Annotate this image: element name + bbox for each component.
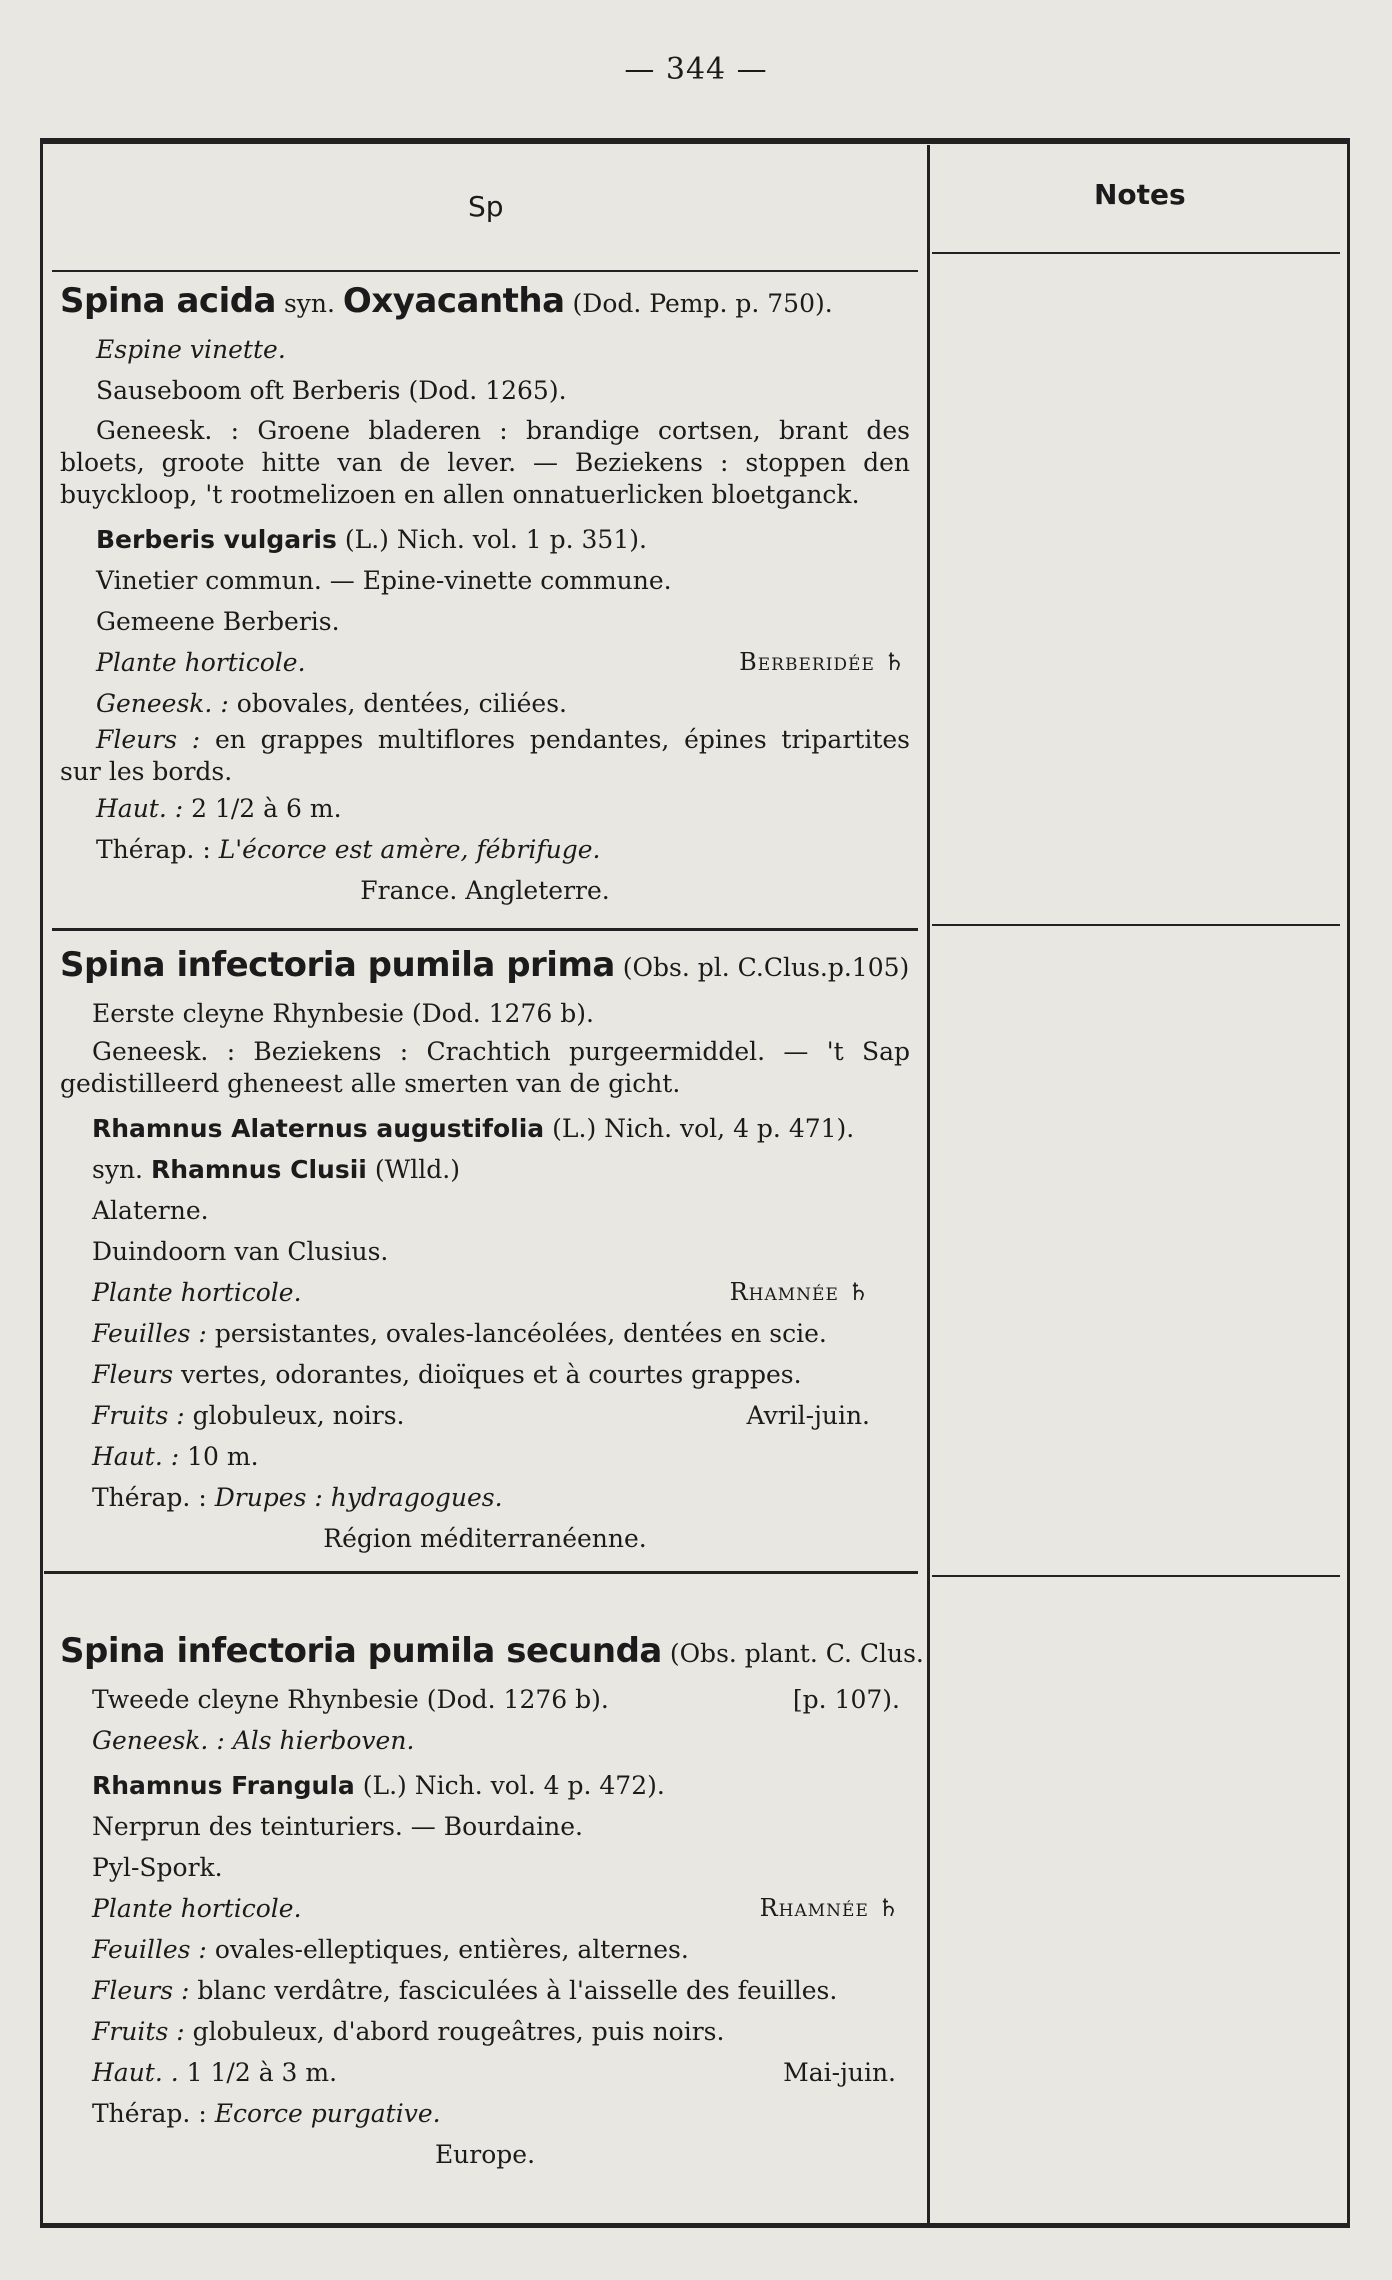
fleurs-text: vertes, odorantes, dioïques et à courtes grappes. [180,1360,802,1389]
common-name-fr: Alaterne. [92,1196,209,1225]
feuilles-text: ovales-elleptiques, entières, alternes. [214,1935,689,1964]
feuilles-label: Feuilles : [92,1935,207,1964]
season: Avril-juin. [746,1401,870,1430]
syn-name: Rhamnus Clusii [150,1155,367,1184]
entry-reference: (Dod. Pemp. p. 750). [572,289,833,318]
fleurs-label: Fleurs : [92,1976,190,2005]
therap-label: Thérap. : [92,2099,207,2128]
syn-reference: (Wlld.) [374,1155,460,1184]
plante-label: Plante horticole. [92,1894,302,1923]
fruits-text: globuleux, d'abord rougeâtres, puis noirs. [192,2017,725,2046]
therap-text: Ecorce purgative. [214,2099,441,2128]
species-reference: (L.) Nich. vol, 4 p. 471). [552,1114,855,1143]
haut-label: Haut. : [92,1442,180,1471]
entry-spina-acida [60,276,910,911]
therap-label: Thérap. : [96,835,211,864]
syn-name: Oxyacantha [342,281,565,321]
header-rule-right [932,252,1340,254]
common-name-nl: Gemeene Berberis. [96,607,340,636]
haut-label: Haut. : [96,794,184,823]
family-label: Rhamnée ♄ [729,1278,870,1306]
entry-rule-2-left [44,1571,918,1574]
haut-text: 2 1/2 à 6 m. [191,794,342,823]
feuilles-text: persistantes, ovales-lancéolées, dentées en scie. [214,1319,827,1348]
entry-rule-2-right [932,1575,1340,1577]
fleurs-label: Fleurs [92,1360,174,1389]
entry-reference: (Obs. pl. C.Clus.p.105) [622,953,910,982]
therap-text: Drupes : hydragogues. [214,1483,503,1512]
syn-label: syn. [92,1155,144,1184]
feuilles-label: Feuilles : [92,1319,207,1348]
geneesk-text: Geneesk. : Beziekens : Crachtich purgeermiddel. — 't Sap gedistilleerd gheneest alle smerten van de gicht. [60,1037,910,1098]
entry-title: Spina acida [60,281,276,321]
common-name-nl: Pyl-Spork. [92,1853,223,1882]
fleurs-text: blanc verdâtre, fasciculées à l'aisselle des feuilles. [197,1976,838,2005]
dutch-name: Eerste cleyne Rhynbesie (Dod. 1276 b). [92,999,594,1028]
feuilles-label: Geneesk. : [96,689,229,718]
fruits-label: Fruits : [92,2017,185,2046]
common-name-fr: Vinetier commun. — Epine-vinette commune. [96,566,672,595]
fleurs-text: en grappes multiflores pendantes, épines tripartites sur les bords. [60,725,910,786]
species-reference: (L.) Nich. vol. 4 p. 472). [362,1771,665,1800]
species-name: Rhamnus Frangula [92,1771,355,1800]
column-divider [927,145,930,2225]
french-name: Espine vinette. [96,335,286,364]
region: France. Angleterre. [360,876,610,905]
dutch-name: Tweede cleyne Rhynbesie (Dod. 1276 b). [92,1685,609,1714]
page-number: — 344 — [624,52,768,87]
entry-spina-infectoria-prima [60,940,910,1559]
entry-spina-infectoria-secunda [60,1626,924,2175]
season: Mai-juin. [783,2058,896,2087]
region: Région méditerranéenne. [323,1524,647,1553]
family-label: Berberidée ♄ [739,648,906,676]
entry-title: Spina infectoria pumila prima [60,945,615,985]
common-name-fr: Nerprun des teinturiers. — Bourdaine. [92,1812,583,1841]
entry-rule-1-left [52,928,918,931]
geneesk-text: Geneesk. : Als hierboven. [92,1726,415,1755]
geneesk-text: Geneesk. : Groene bladeren : brandige cortsen, brant des bloets, groote hitte van de lever. — Beziekens : stoppen den buyckloop, 't rootmelizoen en allen onnatuerlicken bloetganck. [60,416,910,509]
haut-label: Haut. . [92,2058,179,2087]
dutch-reference: [p. 107). [792,1685,900,1714]
haut-text: 1 1/2 à 3 m. [186,2058,338,2087]
fruits-text: globuleux, noirs. [192,1401,405,1430]
dutch-name: Sauseboom oft Berberis (Dod. 1265). [96,376,567,405]
header-rule-left [52,270,918,272]
entry-title: Spina infectoria pumila secunda [60,1631,662,1671]
therap-text: L'écorce est amère, fébrifuge. [218,835,601,864]
column-header-notes: Notes [1094,178,1186,211]
species-name: Berberis vulgaris [96,525,337,554]
fleurs-label: Fleurs : [96,725,201,754]
family-label: Rhamnée ♄ [759,1894,900,1922]
haut-text: 10 m. [187,1442,259,1471]
feuilles-text: obovales, dentées, ciliées. [236,689,567,718]
entry-rule-1-right [932,924,1340,926]
common-name-nl: Duindoorn van Clusius. [92,1237,389,1266]
species-reference: (L.) Nich. vol. 1 p. 351). [344,525,647,554]
fruits-label: Fruits : [92,1401,185,1430]
therap-label: Thérap. : [92,1483,207,1512]
column-header-sp: Sp [468,190,504,223]
plante-label: Plante horticole. [92,1278,302,1307]
entry-reference: (Obs. plant. C. Clus. [669,1639,924,1668]
syn-label: syn. [283,289,335,318]
species-name: Rhamnus Alaternus augustifolia [92,1114,545,1143]
region: Europe. [434,2140,536,2169]
plante-label: Plante horticole. [96,648,306,677]
